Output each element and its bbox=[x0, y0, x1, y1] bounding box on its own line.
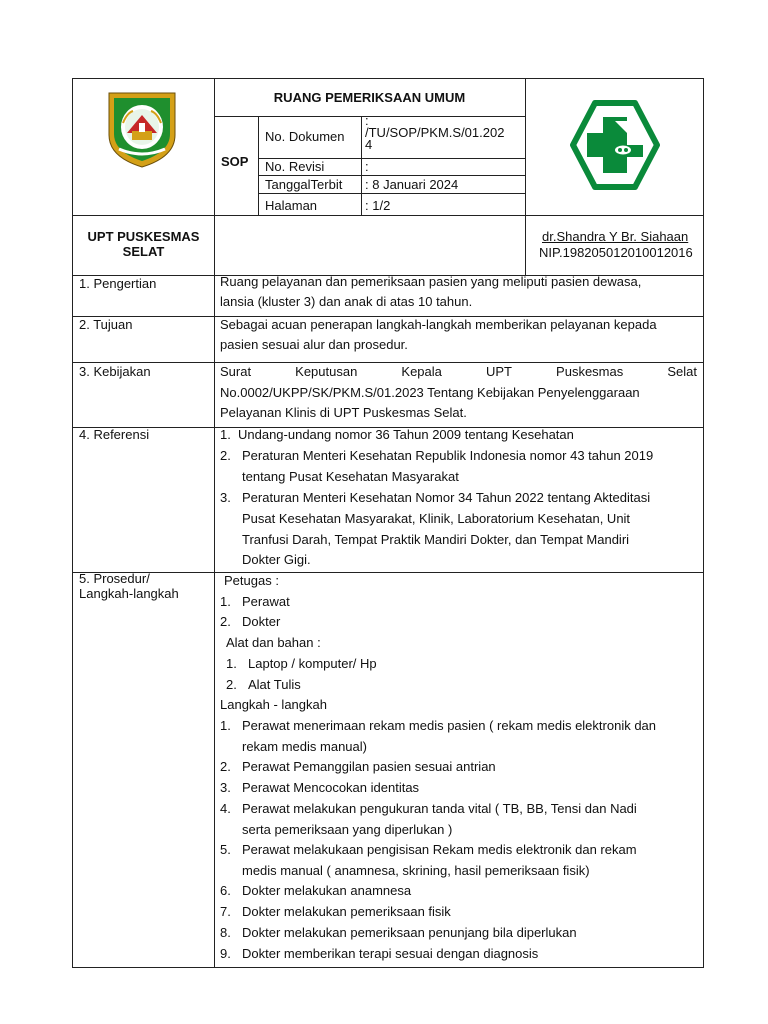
pengertian-line: Ruang pelayanan dan pemeriksaan pasien yang meliputi pasien dewasa, bbox=[220, 274, 642, 289]
list-item: Perawat Pemanggilan pasien sesuai antrian bbox=[242, 759, 496, 774]
list-item-number: 5. bbox=[220, 842, 231, 857]
tujuan-line: Sebagai acuan penerapan langkah-langkah memberikan pelayanan kepada bbox=[220, 317, 657, 332]
list-item-number: 4. bbox=[220, 801, 231, 816]
divider bbox=[525, 79, 526, 275]
puskesmas-cross-icon bbox=[567, 97, 663, 193]
field-label-halaman: Halaman bbox=[265, 198, 318, 213]
list-item: Perawat bbox=[242, 594, 290, 609]
divider bbox=[361, 116, 362, 215]
list-item: Undang-undang nomor 36 Tahun 2009 tentang Kesehatan bbox=[238, 427, 574, 442]
list-item: Peraturan Menteri Kesehatan Nomor 34 Tahun 2022 tentang Akteditasi bbox=[242, 490, 651, 505]
list-item: serta pemeriksaan yang diperlukan ) bbox=[242, 822, 453, 837]
tujuan-line: pasien sesuai alur dan prosedur. bbox=[220, 337, 408, 352]
list-item: tentang Pusat Kesehatan Masyarakat bbox=[242, 469, 459, 484]
section-label-prosedur: 5. Prosedur/ Langkah-langkah bbox=[79, 571, 179, 601]
divider bbox=[258, 116, 259, 215]
field-label-tanggal-terbit: TanggalTerbit bbox=[265, 177, 343, 192]
langkah-heading: Langkah - langkah bbox=[220, 697, 327, 712]
list-item-number: 1. bbox=[220, 427, 231, 442]
section-label-kebijakan: 3. Kebijakan bbox=[79, 364, 151, 379]
section-label-tujuan: 2. Tujuan bbox=[79, 317, 133, 332]
list-item: Tranfusi Darah, Tempat Praktik Mandiri Dokter, dan Tempat Mandiri bbox=[242, 532, 630, 547]
list-item: Perawat menerimaan rekam medis pasien ( rekam medis elektronik dan bbox=[242, 718, 657, 733]
sop-document bbox=[72, 78, 704, 968]
list-item: rekam medis manual) bbox=[242, 739, 367, 754]
list-item-number: 2. bbox=[226, 677, 237, 692]
list-item-number: 6. bbox=[220, 883, 231, 898]
list-item: Peraturan Menteri Kesehatan Republik Indonesia nomor 43 tahun 2019 bbox=[242, 448, 654, 463]
list-item: Dokter melakukan anamnesa bbox=[242, 883, 412, 898]
list-item: Perawat Mencocokan identitas bbox=[242, 780, 420, 795]
list-item: medis manual ( anamnesa, skrining, hasil pemeriksaan fisik) bbox=[242, 863, 590, 878]
list-item-number: 1. bbox=[220, 594, 231, 609]
list-item: Alat Tulis bbox=[248, 677, 301, 692]
field-label-no-revisi: No. Revisi bbox=[265, 159, 325, 174]
list-item: Dokter Gigi. bbox=[242, 552, 311, 567]
list-item: Dokter melakukan pemeriksaan fisik bbox=[242, 904, 451, 919]
regency-emblem-icon bbox=[103, 87, 181, 169]
list-item-number: 2. bbox=[220, 614, 231, 629]
signatory-nip: NIP.198205012010012016 bbox=[539, 245, 693, 260]
list-item-number: 2. bbox=[220, 759, 231, 774]
list-item-number: 3. bbox=[220, 780, 231, 795]
sop-label: SOP bbox=[221, 154, 249, 169]
kebijakan-line: Surat Keputusan Kepala UPT Puskesmas Selat bbox=[220, 364, 697, 379]
field-value-tanggal-terbit: : 8 Januari 2024 bbox=[365, 177, 459, 192]
list-item: Pusat Kesehatan Masyarakat, Klinik, Laboratorium Kesehatan, Unit bbox=[242, 511, 631, 526]
institution-name: UPT PUSKESMAS SELAT bbox=[87, 229, 200, 259]
list-item: Dokter melakukan pemeriksaan penunjang bila diperlukan bbox=[242, 925, 577, 940]
list-item-number: 2. bbox=[220, 448, 231, 463]
list-item: Perawat melakukan pengukuran tanda vital ( TB, BB, Tensi dan Nadi bbox=[242, 801, 637, 816]
signatory-name: dr.Shandra Y Br. Siahaan bbox=[542, 229, 689, 244]
page-title: RUANG PEMERIKSAAN UMUM bbox=[273, 90, 466, 105]
list-item-number: 3. bbox=[220, 490, 231, 505]
list-item-number: 9. bbox=[220, 946, 231, 961]
field-value-halaman: : 1/2 bbox=[365, 198, 391, 213]
section-label-referensi: 4. Referensi bbox=[79, 427, 150, 442]
kebijakan-line: No.0002/UKPP/SK/PKM.S/01.2023 Tentang Kebijakan Penyelenggaraan bbox=[220, 385, 640, 400]
list-item: Dokter bbox=[242, 614, 281, 629]
field-label-no-dokumen: No. Dokumen bbox=[265, 129, 345, 144]
section-label-pengertian: 1. Pengertian bbox=[79, 276, 157, 291]
divider bbox=[214, 275, 215, 967]
list-item: Laptop / komputer/ Hp bbox=[248, 656, 377, 671]
field-value-no-dokumen: : /TU/SOP/PKM.S/01.202 4 bbox=[365, 113, 505, 152]
petugas-heading: Petugas : bbox=[224, 573, 279, 588]
field-value-no-revisi: : bbox=[365, 159, 369, 174]
list-item-number: 1. bbox=[226, 656, 237, 671]
list-item: Dokter memberikan terapi sesuai dengan diagnosis bbox=[242, 946, 539, 961]
list-item-number: 1. bbox=[220, 718, 231, 733]
list-item-number: 8. bbox=[220, 925, 231, 940]
list-item-number: 7. bbox=[220, 904, 231, 919]
list-item: Perawat melakukaan pengisisan Rekam medis elektronik dan rekam bbox=[242, 842, 637, 857]
kebijakan-line: Pelayanan Klinis di UPT Puskesmas Selat. bbox=[220, 405, 467, 420]
pengertian-line: lansia (kluster 3) dan anak di atas 10 tahun. bbox=[220, 294, 473, 309]
alat-heading: Alat dan bahan : bbox=[226, 635, 321, 650]
